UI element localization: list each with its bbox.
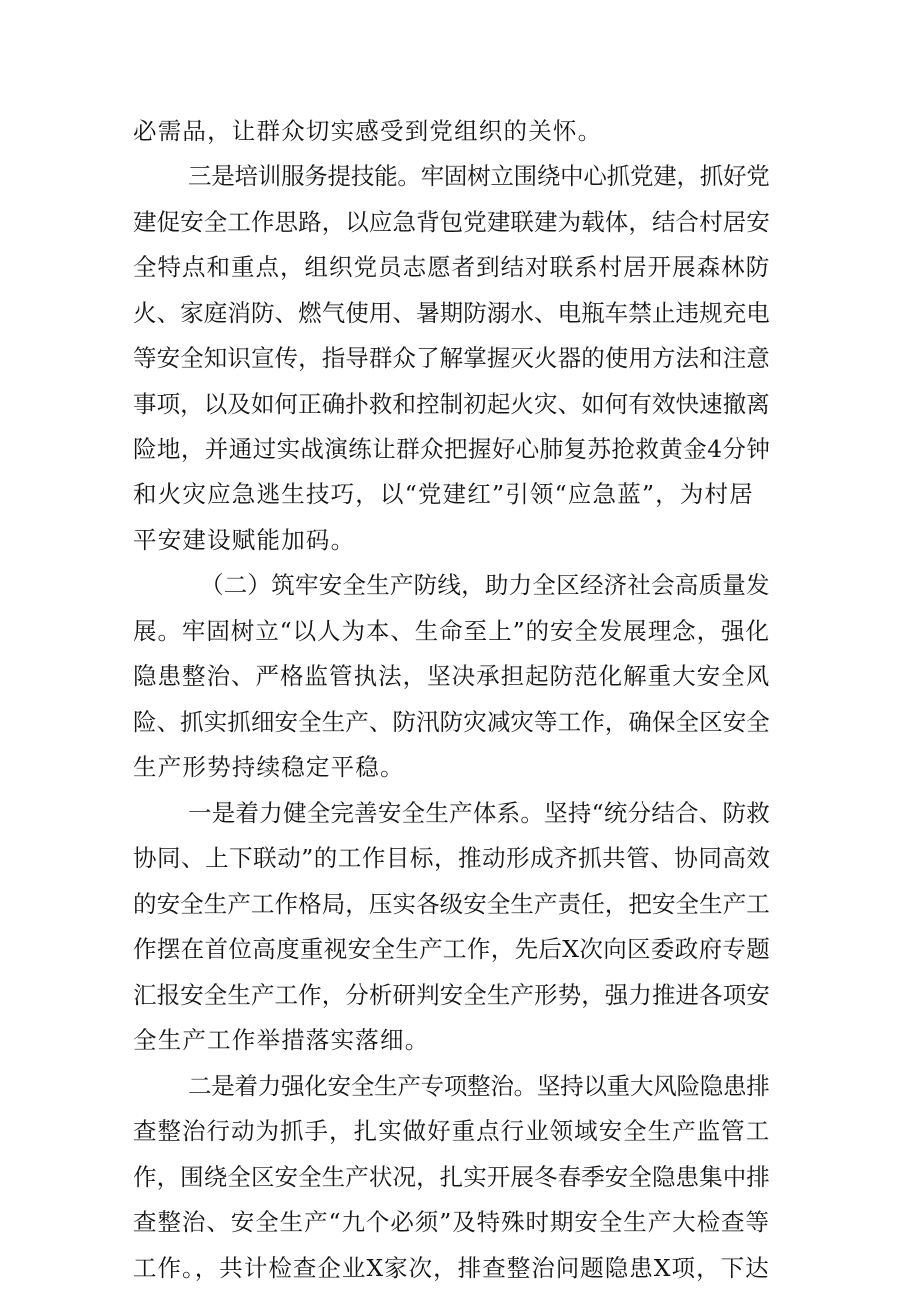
text-line: 展。牢固树立“以人为本、生命至上”的安全发展理念，强化 xyxy=(133,617,770,645)
text-line: 汇报安全生产工作，分析研判安全生产形势，强力推进各项安 xyxy=(133,981,770,1009)
text-line: 工作。，共计检查企业X家次，排查整治问题隐患X项，下达 xyxy=(133,1254,770,1282)
text-line: 查整治、安全生产“九个必须”及特殊时期安全生产大检查等 xyxy=(133,1208,770,1236)
text-line: 一是着力健全完善安全生产体系。坚持“统分结合、防救 xyxy=(188,799,771,827)
text-line: 查整治行动为抓手，扎实做好重点行业领域安全生产监管工 xyxy=(133,1117,771,1145)
section-heading-line: （二）筑牢安全生产防线，助力全区经济社会高质量发 xyxy=(200,571,770,599)
text-line: 险地，并通过实战演练让群众把握好心肺复苏抢救黄金4分钟 xyxy=(133,435,771,463)
text-line: 和火灾应急逃生技巧，以“党建红”引领“应急蓝”，为村居 xyxy=(133,480,754,508)
text-line: 险、抓实抓细安全生产、防汛防灾减灾等工作，确保全区安全 xyxy=(133,708,770,736)
text-line: 事项，以及如何正确扑救和控制初起火灾、如何有效快速撤离 xyxy=(133,390,770,418)
text-line: 建促安全工作思路，以应急背包党建联建为载体，结合村居安 xyxy=(133,208,770,236)
text-line: 协同、上下联动”的工作目标，推动形成齐抓共管、协同高效 xyxy=(133,844,771,872)
text-line: 的安全生产工作格局，压实各级安全生产责任，把安全生产工 xyxy=(133,890,770,918)
text-line: 火、家庭消防、燃气使用、暑期防溺水、电瓶车禁止违规充电 xyxy=(133,299,770,327)
text-line: 作摆在首位高度重视安全生产工作，先后X次向区委政府专题 xyxy=(133,935,771,963)
text-line: 三是培训服务提技能。牢固树立围绕中心抓党建，抓好党 xyxy=(188,162,770,190)
text-line: 必需品，让群众切实感受到党组织的关怀。 xyxy=(133,117,603,145)
text-line: 二是着力强化安全生产专项整治。坚持以重大风险隐患排 xyxy=(188,1072,770,1100)
text-line: 平安建设赋能加码。 xyxy=(133,526,356,554)
text-line: 生产形势持续稳定平稳。 xyxy=(133,753,405,781)
text-line: 全特点和重点，组织党员志愿者到结对联系村居开展森林防 xyxy=(133,253,771,281)
text-line: 作，围绕全区安全生产状况，扎实开展冬春季安全隐患集中排 xyxy=(133,1163,770,1191)
text-line: 等安全知识宣传，指导群众了解掌握灭火器的使用方法和注意 xyxy=(133,344,770,372)
text-line: 全生产工作举措落实落细。 xyxy=(133,1026,430,1054)
text-line: 隐患整治、严格监管执法，坚决承担起防范化解重大安全风 xyxy=(133,662,771,690)
